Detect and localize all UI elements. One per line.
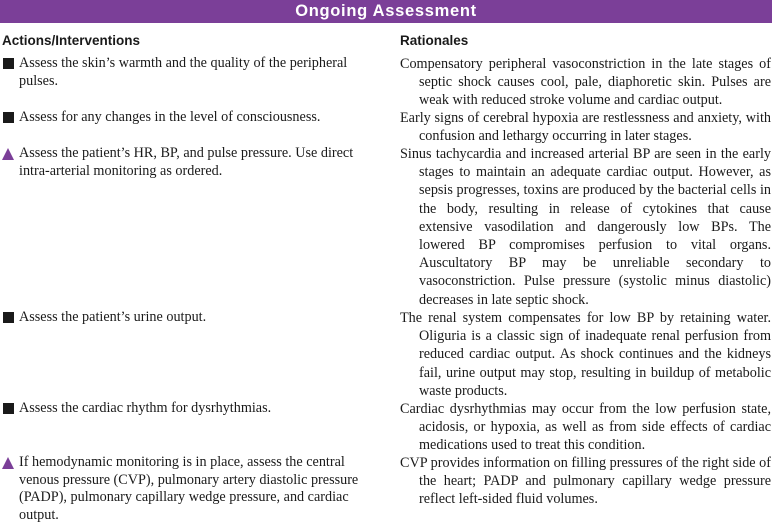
action-text: Assess the patient’s urine output. [19, 309, 207, 325]
square-bullet-icon [2, 403, 16, 415]
rationale-text: Sinus tachycardia and increased arterial BP are seen in the early stages to maintain an adequate cardiac output. However, as sepsis progresses, toxins are produced by the bacterial cells in the body, resulting in release of cytokines that cause extensive vasodilation and dangerously low BPs. The lowered BP compromises perfusion to vital organs. Auscultatory BP may be unreliable secondary to vasoconstriction. Pulse pressure (systolic minus diastolic) decreases in late septic shock. [400, 146, 771, 308]
action-cell [2, 309, 374, 327]
action-cell [2, 55, 374, 90]
square-bullet-icon [2, 112, 16, 124]
section-header [0, 0, 772, 23]
action-text: If hemodynamic monitoring is in place, assess the central venous pressure (CVP), pulmonary artery diastolic pressure (PADP), pulmonary capillary wedge pressure, and cardiac output. [19, 454, 359, 523]
rationales-column-header: Rationales [400, 33, 469, 48]
triangle-bullet-icon [2, 457, 16, 469]
action-text: Assess the cardiac rhythm for dysrhythmias. [19, 400, 272, 416]
action-text: Assess the skin’s warmth and the quality of the peripheral pulses. [19, 55, 348, 89]
action-cell [2, 454, 374, 524]
actions-column-header: Actions/Interventions [2, 33, 141, 48]
action-cell [2, 145, 374, 180]
triangle-bullet-icon [2, 148, 16, 160]
rationale-text: Cardiac dysrhythmias may occur from the low perfusion state, acidosis, or hypoxia, as well as from side effects of cardiac medications used to treat this condition. [400, 401, 771, 454]
action-cell [2, 400, 374, 418]
action-cell [2, 109, 374, 127]
section-title: Ongoing Assessment [295, 2, 477, 20]
rationale-text: Early signs of cerebral hypoxia are restlessness and anxiety, with confusion and lethargy occurring in later stages. [400, 110, 771, 145]
action-text: Assess for any changes in the level of consciousness. [19, 109, 321, 125]
square-bullet-icon [2, 312, 16, 324]
action-text: Assess the patient’s HR, BP, and pulse pressure. Use direct intra-arterial monitoring as ordered. [19, 145, 354, 179]
rationale-text: CVP provides information on filling pressures of the right side of the heart; PADP and pulmonary capillary wedge pressure reflect left-sided fluid volumes. [400, 455, 771, 508]
rationale-text: The renal system compensates for low BP by retaining water. Oliguria is a classic sign of inadequate renal perfusion from reduced cardiac output. As shock continues and the kidneys fail, urine output may stop, resulting in buildup of metabolic waste products. [400, 310, 771, 399]
rationale-text: Compensatory peripheral vasoconstriction in the late stages of septic shock causes cool, pale, diaphoretic skin. Pulses are weak with reduced stroke volume and cardiac output. [400, 56, 771, 109]
square-bullet-icon [2, 58, 16, 70]
